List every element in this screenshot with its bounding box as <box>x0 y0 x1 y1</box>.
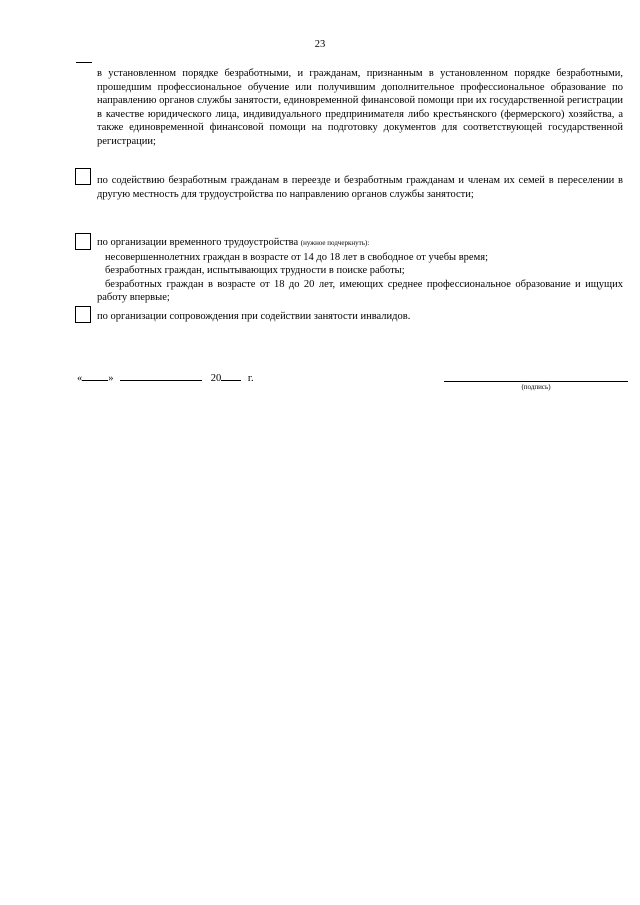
signature-caption: (подпись) <box>521 383 551 391</box>
option-checkbox-disabled-support[interactable] <box>75 306 91 323</box>
option-text-relocation <box>97 174 623 201</box>
temporary-employment-item-young-graduates[interactable]: безработных граждан в возрасте от 18 до 20 лет, имеющих среднее профессиональное образование и ищущих работу впервые; <box>97 278 623 304</box>
financial-aid-paragraph: в установленном порядке безработными, и гражданам, признанным в установленном порядке безработными, прошедшим профессиональное обучение или получившим дополнительное профессиональное образование по направлению органов службы занятости, единовременной финансовой помощи при их государственной регистрации в качестве юридического лица, индивидуального предпринимателя либо крестьянского (фермерского) хозяйства, а также единовременной финансовой помощи на подготовку документов для соответствующей государственной регистрации; <box>97 68 623 147</box>
option-text-temporary-employment <box>97 236 623 305</box>
temporary-employment-heading <box>97 236 623 251</box>
underline-note: (нужное подчеркнуть): <box>300 239 370 247</box>
option-text-disabled-support <box>97 310 623 324</box>
year-blank[interactable] <box>221 369 241 381</box>
date-line <box>77 369 254 384</box>
disabled-support-paragraph: по организации сопровождения при содействии занятости инвалидов. <box>97 311 411 322</box>
close-quote: » <box>108 373 114 384</box>
option-checkbox-temporary-employment[interactable] <box>75 233 91 250</box>
year-suffix: г. <box>247 373 254 384</box>
open-quote: « <box>77 373 83 384</box>
option-text-financial-aid <box>97 67 623 149</box>
temporary-employment-title: по организации временного трудоустройства <box>97 237 299 248</box>
temporary-employment-item-minors[interactable]: несовершеннолетних граждан в возрасте от 14 до 18 лет в свободное от учебы время; <box>105 251 488 263</box>
signature-line[interactable] <box>444 381 628 382</box>
temporary-employment-item-job-seekers[interactable]: безработных граждан, испытывающих трудности в поиске работы; <box>105 265 405 277</box>
option-checkbox-relocation[interactable] <box>75 168 91 185</box>
year-prefix: 20 <box>210 373 222 384</box>
month-blank[interactable] <box>120 369 202 381</box>
page-number: 23 <box>314 39 326 50</box>
relocation-paragraph: по содействию безработным гражданам в переезде и безработным гражданам и членам их семей в переселении в другую местность для трудоустройства по направлению органов службы занятости; <box>97 175 623 200</box>
day-blank[interactable] <box>82 369 108 381</box>
option-checkbox-financial-aid[interactable] <box>76 62 92 63</box>
